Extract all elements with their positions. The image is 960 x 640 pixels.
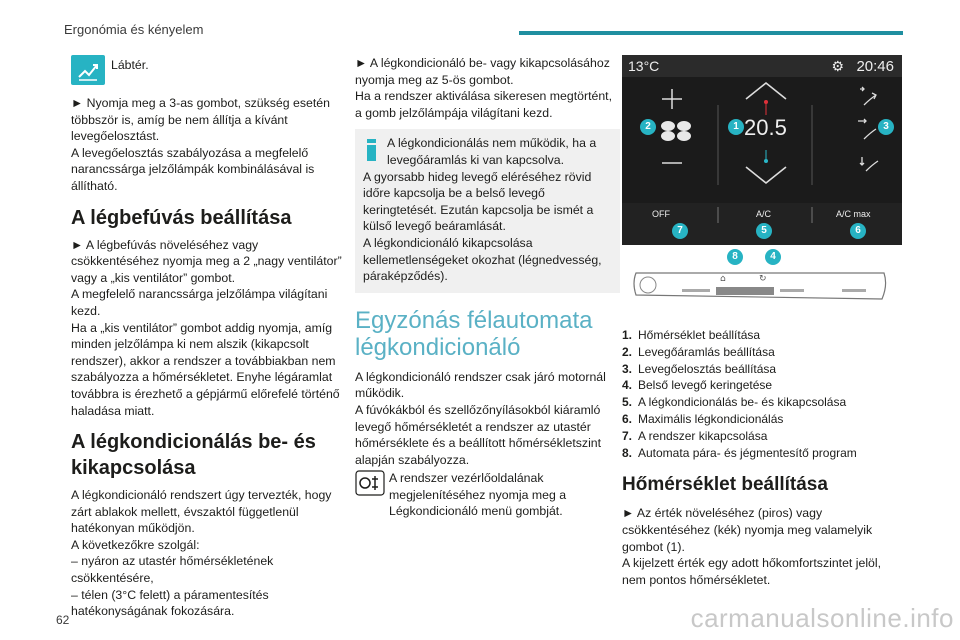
legend-number: 5.: [622, 395, 633, 410]
section-heading: Hőmérséklet beállítása: [622, 474, 828, 496]
paragraph: A fúvókákból és szellőzőnyílásokból kiáramló levegő hőmérsékletét a rendszer az utastér hőmérséklete és a beállított hőmérsékletszint alapján szabályozza.: [355, 402, 602, 467]
marker-6: 6: [850, 223, 866, 239]
legend-number: 1.: [622, 328, 633, 342]
footwell-airflow-icon: [71, 55, 105, 85]
info-text: A légkondicionálás nem működik, ha a levegőáramlás ki van kapcsolva.: [387, 136, 597, 167]
legend-item: [622, 428, 902, 445]
marker-4: 4: [765, 249, 781, 265]
svg-text:⌂: ⌂: [720, 274, 726, 284]
section-heading: A légkondicionálás be- és kikapcsolása: [71, 431, 316, 480]
legend-text: Maximális légkondicionálás: [638, 411, 784, 426]
temperature-setpoint[interactable]: 20.5: [744, 115, 787, 140]
legend-text: Hőmérséklet beállítása: [638, 328, 761, 342]
svg-text:↻: ↻: [759, 274, 767, 284]
page-header-title: Ergonómia és kényelem: [64, 22, 204, 37]
legend-number: 3.: [622, 361, 633, 376]
legend-text: Levegőelosztás beállítása: [638, 361, 777, 376]
marker-7: 7: [672, 223, 688, 239]
paragraph: ► A légkondicionáló be- vagy kikapcsolásához nyomja meg az 5-ös gombot.: [355, 56, 610, 87]
outside-temperature: 13°C: [628, 58, 660, 74]
legend-text: A légkondicionálás be- és kikapcsolása: [638, 395, 847, 410]
legend-item: [622, 445, 902, 462]
section-heading: A légbefúvás beállítása: [71, 206, 292, 229]
paragraph: – télen (3°C felett) a páramentesítés hatékonyságának fokozására.: [71, 587, 269, 619]
marker-5: 5: [756, 223, 772, 239]
legend-text: Levegőáramlás beállítása: [638, 344, 775, 359]
legend-number: 2.: [622, 344, 633, 359]
legend-number: 8.: [622, 445, 633, 460]
legend-number: 7.: [622, 428, 633, 443]
legend-item: [622, 394, 902, 411]
paragraph: ► Nyomja meg a 3-as gombot, szükség esetén többször is, amíg be nem állítja a kívánt levegőelosztást.: [71, 96, 330, 144]
legend-item: [622, 327, 902, 344]
legend-list: [622, 327, 902, 461]
section-heading: Egyzónás félautomata légkondicionáló: [355, 306, 593, 361]
icon-caption: Lábtér.: [111, 58, 149, 72]
ac-menu-icon: [355, 470, 385, 496]
paragraph: A levegőelosztás szabályozása a megfelelő narancssárga jelzőlámpák kombinálásával is állítható.: [71, 145, 315, 193]
info-box: [355, 129, 620, 292]
info-icon: [367, 139, 376, 161]
column-1: [71, 55, 347, 620]
paragraph: A következőkre szolgál:: [71, 537, 200, 552]
paragraph: A kijelzett érték egy adott hőkomfortszintet jelöl, nem pontos hőmérsékletet.: [622, 556, 882, 587]
legend-text: A rendszer kikapcsolása: [638, 428, 768, 443]
legend-text: Automata pára- és jégmentesítő program: [638, 445, 857, 460]
paragraph: A légkondicionáló rendszer csak járó motornál működik.: [355, 369, 606, 401]
legend-item: [622, 377, 902, 394]
column-3: [622, 55, 902, 588]
info-text: A légkondicionáló kikapcsolása kellemetlenségeket okozhat (légnedvesség, páraképződés).: [363, 235, 602, 284]
paragraph: A légkondicionáló rendszert úgy tervezték, hogy zárt ablakok mellett, évszaktól függetlenül hatékonyan működjön.: [71, 488, 332, 536]
legend-number: 6.: [622, 411, 633, 426]
info-text: A gyorsabb hideg levegő eléréséhez rövid időre kapcsolja be a belső levegő keringtetését. Ezután kapcsolja be ismét a külső levegő beáramlását.: [363, 169, 594, 234]
header-accent-bar: [519, 31, 903, 35]
marker-2: 2: [640, 119, 656, 135]
console-diagram: [622, 249, 902, 319]
paragraph: A megfelelő narancssárga jelzőlámpa világítani kezd.: [71, 287, 328, 318]
ac-button[interactable]: A/C: [756, 209, 772, 219]
clock: 20:46: [856, 58, 894, 75]
legend-item: [622, 361, 902, 378]
page-number: 62: [56, 613, 70, 627]
legend-item: [622, 411, 902, 428]
watermark: carmanualsonline.info: [690, 603, 954, 633]
climate-display-panel: [622, 55, 902, 245]
paragraph: Ha a rendszer aktiválása sikeresen megtörtént, a gomb jelzőlámpája világítani kezd.: [355, 89, 612, 120]
marker-8: 8: [727, 249, 743, 265]
paragraph: – nyáron az utastér hőmérsékletének csökkentésére,: [71, 554, 274, 586]
paragraph: ► A légbefúvás növeléséhez vagy csökkentéséhez nyomja meg a 2 „nagy ventilátor” vagy a „kis ventilátor” gombot.: [71, 237, 342, 285]
settings-icon: ⚙: [831, 58, 844, 74]
legend-number: 4.: [622, 378, 633, 393]
marker-3: 3: [878, 119, 894, 135]
off-button[interactable]: OFF: [652, 209, 670, 219]
column-2: [355, 55, 620, 520]
paragraph: Ha a „kis ventilátor” gombot addig nyomja, amíg minden jelzőlámpa ki nem alszik (kikapcsolt rendszer), akkor a rendszer a továbbiakban nem szabályozza a hőmérsékletet. Enyhe légáramlat továbbra is érezhető a gépjármű előrefelé történő haladása miatt.: [71, 320, 340, 418]
legend-item: [622, 344, 902, 361]
paragraph: ► Az érték növeléséhez (piros) vagy csökkentéséhez (kék) nyomja meg valamelyik gombot (1).: [622, 506, 873, 554]
ac-max-button[interactable]: A/C max: [836, 209, 871, 219]
marker-1: 1: [728, 119, 744, 135]
paragraph: A rendszer vezérlőoldalának megjelenítéséhez nyomja meg a Légkondicionáló menü gombját.: [389, 471, 567, 519]
legend-text: Belső levegő keringetése: [638, 378, 773, 393]
